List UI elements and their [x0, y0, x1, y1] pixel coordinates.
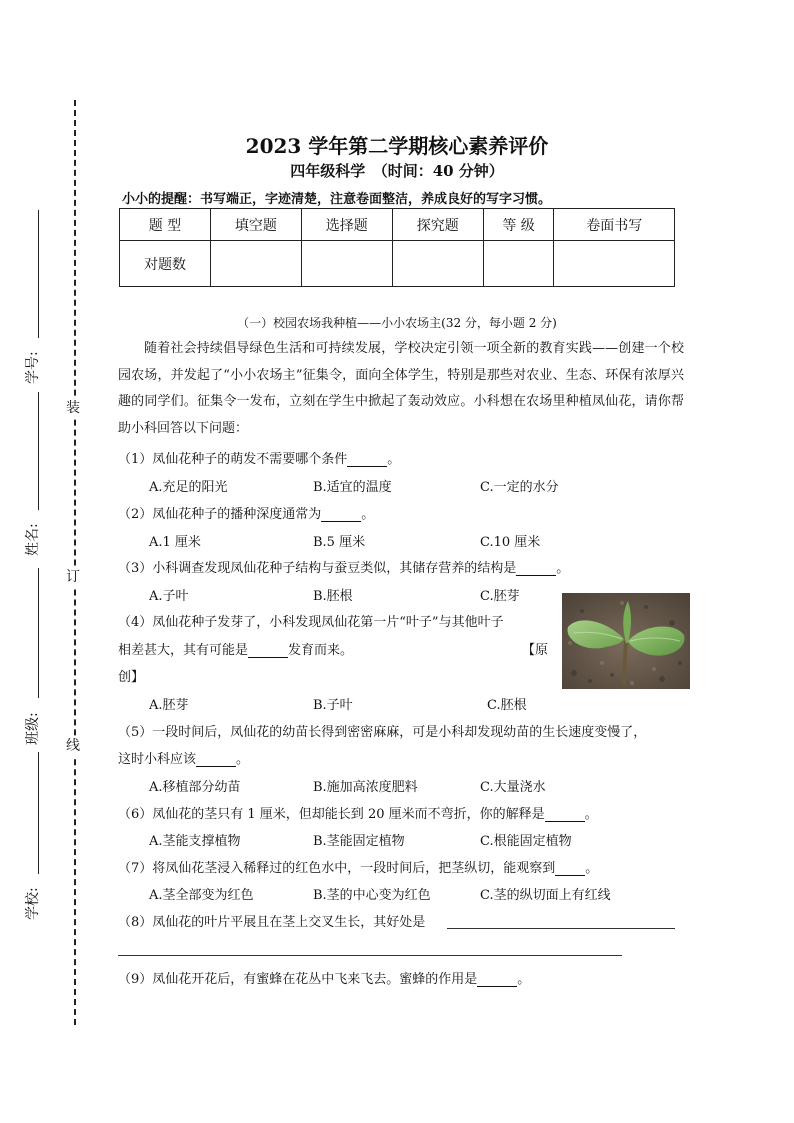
answer-blank-2[interactable] — [321, 521, 361, 522]
q4-option-c: C.胚根 — [487, 698, 527, 713]
question-7 — [118, 857, 598, 876]
class-line[interactable] — [38, 568, 39, 698]
answer-blank-1[interactable] — [347, 466, 387, 467]
seedling-image — [562, 593, 690, 689]
exam-title: 2023 学年第二学期核心素养评价 — [245, 134, 549, 158]
answer-line-8b[interactable] — [118, 955, 622, 956]
question-3 — [118, 557, 569, 576]
answer-blank-5[interactable] — [196, 766, 236, 767]
q3-option-b: B.胚根 — [313, 589, 353, 604]
score-cell[interactable] — [483, 241, 554, 287]
q5-option-c: C.大量浇水 — [480, 780, 546, 795]
answer-blank-7[interactable] — [555, 875, 585, 876]
answer-blank-9[interactable] — [477, 986, 517, 987]
question-1-end: 。 — [387, 452, 401, 467]
q6-option-a: A.茎能支撑植物 — [149, 834, 241, 849]
score-header-cell: 选择题 — [301, 209, 392, 241]
question-3-end: 。 — [556, 561, 570, 576]
q3-option-a: A.子叶 — [149, 589, 189, 604]
section-heading: （一）校园农场我种植——小小农场主(32 分，每小题 2 分) — [237, 316, 557, 330]
q7-option-b: B.茎的中心变为红色 — [313, 888, 431, 903]
q1-option-a: A.充足的阳光 — [149, 480, 228, 495]
question-2 — [118, 503, 374, 522]
question-3-text: （3）小科调查发现凤仙花种子结构与蚕豆类似，其储存营养的结构是 — [118, 561, 517, 576]
intro-paragraph: 随着社会持续倡导绿色生活和可持续发展，学校决定引领一项全新的教育实践——创建一个校园农场，并发起了“小小农场主”征集令，面向全体学生，特别是那些对农业、生态、环保有浓厚兴趣的同学们。征集令一发布，立刻在学生中掀起了轰动效应。小科想在农场里种植凤仙花，请你帮助小科回答以下问题： — [118, 341, 684, 436]
question-4-text: 相差甚大，其有可能是 — [118, 643, 249, 658]
q4-option-a: A.胚芽 — [149, 698, 189, 713]
student-name-label: 姓名: — [25, 523, 41, 556]
q5-option-b: B.施加高浓度肥料 — [313, 780, 418, 795]
score-header-cell: 题 型 — [120, 209, 211, 241]
score-table-header-row — [120, 209, 675, 241]
question-4-tag-part1: 【原 — [522, 643, 549, 658]
score-cell[interactable] — [210, 241, 301, 287]
score-row-label: 对题数 — [120, 241, 211, 287]
question-9 — [118, 968, 530, 987]
q1-option-c: C.一定的水分 — [480, 480, 559, 495]
question-7-end: 。 — [585, 861, 599, 876]
question-1-text: （1）凤仙花种子的萌发不需要哪个条件 — [118, 452, 348, 467]
answer-blank-3[interactable] — [516, 575, 556, 576]
answer-line-8a[interactable] — [447, 928, 675, 929]
score-table — [119, 208, 675, 287]
student-id-label: 学号: — [25, 351, 41, 384]
q4-option-b: B.子叶 — [313, 698, 353, 713]
q6-option-b: B.茎能固定植物 — [313, 834, 405, 849]
q1-option-b: B.适宜的温度 — [313, 480, 392, 495]
exam-subtitle: 四年级科学 （时间：40 分钟） — [290, 162, 504, 180]
question-9-end: 。 — [517, 972, 531, 987]
score-header-cell: 等 级 — [483, 209, 554, 241]
question-5-end: 。 — [236, 752, 250, 767]
question-2-end: 。 — [361, 507, 375, 522]
question-1 — [118, 448, 400, 467]
q7-option-c: C.茎的纵切面上有红线 — [480, 888, 611, 903]
answer-blank-6[interactable] — [545, 821, 585, 822]
answer-blank-4[interactable] — [248, 657, 288, 658]
bind-char-zhuang: 装 — [66, 400, 80, 416]
question-4-line2 — [118, 639, 353, 658]
seedling-photo — [562, 593, 690, 689]
school-line[interactable] — [38, 752, 39, 874]
question-8-text: （8）凤仙花的叶片平展且在茎上交叉生长，其好处是 — [118, 915, 426, 930]
q2-option-c: C.10 厘米 — [480, 535, 541, 550]
score-cell[interactable] — [301, 241, 392, 287]
q6-option-c: C.根能固定植物 — [480, 834, 572, 849]
question-6-end: 。 — [584, 807, 598, 822]
question-7-text: （7）将凤仙花茎浸入稀释过的红色水中，一段时间后，把茎纵切，能观察到 — [118, 861, 556, 876]
q3-option-c: C.胚芽 — [480, 589, 520, 604]
bind-char-ding: 订 — [66, 569, 80, 585]
question-6-text: （6）凤仙花的茎只有 1 厘米，但却能长到 20 厘米而不弯折，你的解释是 — [118, 807, 545, 822]
question-5-line1: （5）一段时间后，凤仙花的幼苗长得到密密麻麻，可是小科却发现幼苗的生长速度变慢了， — [118, 725, 647, 740]
q2-option-a: A.1 厘米 — [149, 535, 201, 550]
question-4-end: 发育而来。 — [288, 643, 354, 658]
question-2-text: （2）凤仙花种子的播种深度通常为 — [118, 507, 322, 522]
score-cell[interactable] — [392, 241, 483, 287]
student-name-line[interactable] — [38, 392, 39, 510]
question-5-text: 这时小科应该 — [118, 752, 197, 767]
question-4-line1: （4）凤仙花种子发芽了，小科发现凤仙花第一片“叶子”与其他叶子 — [118, 615, 504, 630]
question-4-tag-part2: 创】 — [118, 670, 145, 685]
score-cell[interactable] — [554, 241, 675, 287]
score-header-cell: 填空题 — [210, 209, 301, 241]
question-8 — [118, 911, 425, 930]
question-5-line2 — [118, 748, 249, 767]
q7-option-a: A.茎全部变为红色 — [149, 888, 254, 903]
q2-option-b: B.5 厘米 — [313, 535, 366, 550]
question-6 — [118, 803, 598, 822]
reminder-text: 小小的提醒：书写端正，字迹清楚，注意卷面整洁，养成良好的写字习惯。 — [122, 192, 552, 207]
class-label: 班级: — [25, 712, 41, 745]
score-header-cell: 卷面书写 — [554, 209, 675, 241]
q5-option-a: A.移植部分幼苗 — [149, 780, 241, 795]
score-table-count-row — [120, 241, 675, 287]
score-header-cell: 探究题 — [392, 209, 483, 241]
binding-dashed-line — [74, 100, 76, 1025]
question-9-text: （9）凤仙花开花后，有蜜蜂在花丛中飞来飞去。蜜蜂的作用是 — [118, 972, 478, 987]
bind-char-xian: 线 — [66, 738, 80, 754]
school-label: 学校: — [25, 887, 41, 920]
